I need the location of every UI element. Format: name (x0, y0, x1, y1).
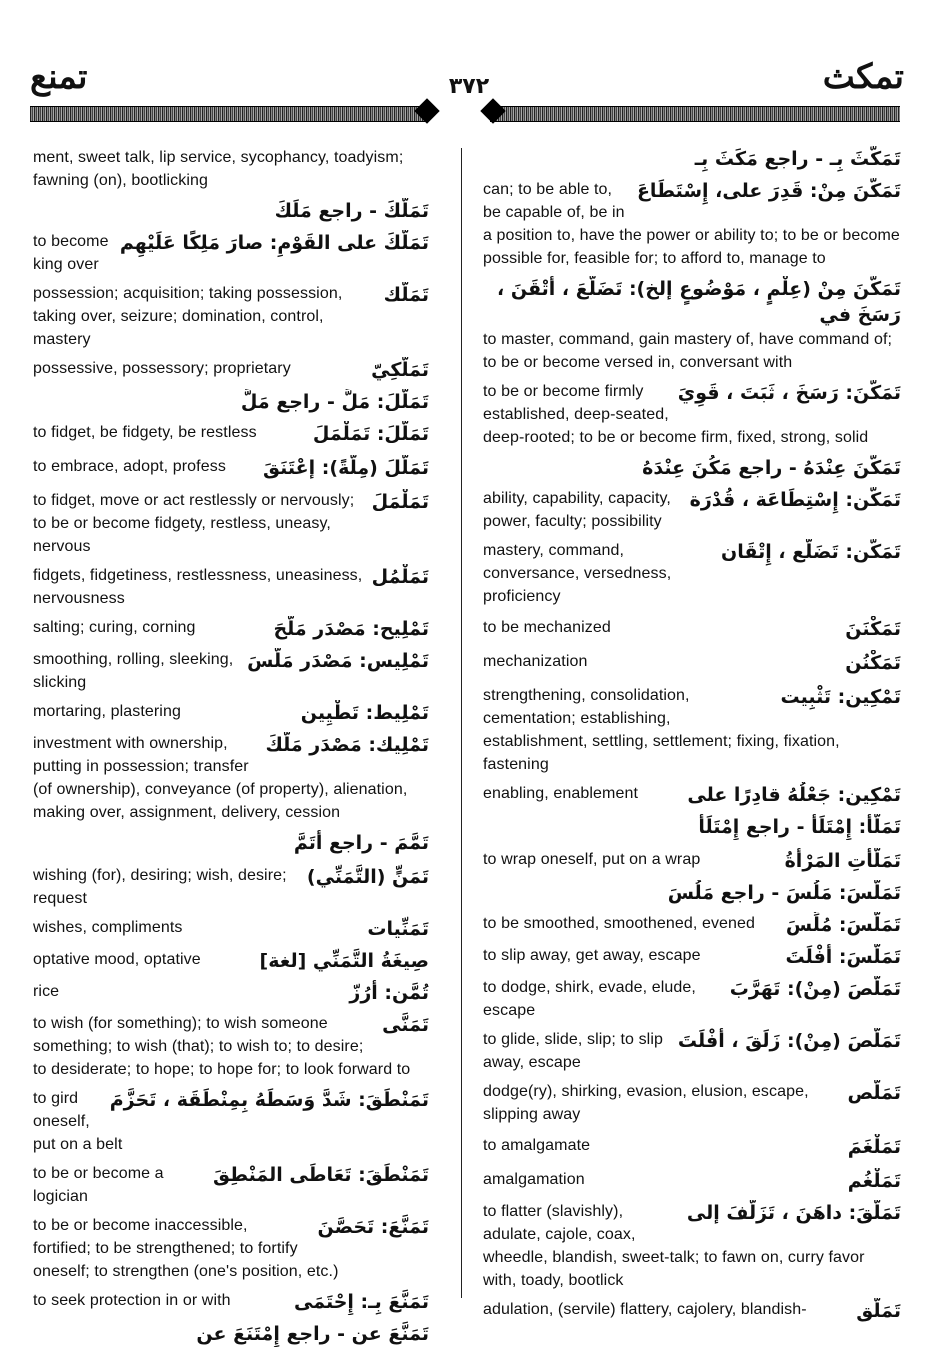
arabic-cross-reference: تَمَلَّأَ: إِمْتَلَأَ - راجع إِمْتَلَأَ (698, 816, 901, 838)
english-definition: enabling, enablement (483, 785, 639, 802)
dictionary-entry (33, 980, 429, 1006)
dictionary-entry (483, 944, 901, 970)
english-definition: to seek protection in or with (33, 1292, 231, 1309)
arabic-headword: تَمَنَّعَ بِـ: إِحْتَمَى (294, 1291, 429, 1313)
arabic-headword: تَمَلَّصَ (مِنْ): زَلَقَ ، أَفْلَتَ (677, 1030, 901, 1052)
english-definition: to wish (for something); to wish someone something; to wish (that); to wish to; to desire; to desiderate; to hope; to hope for; to look forward to (33, 1015, 411, 1078)
english-definition: to gird oneself, put on a belt (33, 1090, 123, 1153)
dictionary-entry (33, 732, 429, 824)
arabic-headword: تَمَلُّق (856, 1300, 901, 1322)
dictionary-entry (483, 380, 901, 449)
right-column (483, 140, 901, 1324)
dictionary-entry (483, 1134, 901, 1160)
dictionary-entry (483, 178, 901, 270)
english-definition: amalgamation (483, 1171, 585, 1188)
english-definition: possessive, possessory; proprietary (33, 360, 291, 377)
dictionary-entry (33, 421, 429, 447)
arabic-headword: صِيغَةُ التَّمَنِّي [لغة] (259, 950, 429, 972)
english-definition: mastery, command, conversance, versedness, proficiency (483, 542, 672, 605)
english-definition: to be or become firmly established, deep-seated, deep-rooted; to be or become firm, fixed, strong, solid (483, 383, 869, 446)
english-definition: to be smoothed, smoothened, evened (483, 915, 756, 932)
dictionary-entry (33, 700, 429, 726)
dictionary-entry (483, 539, 901, 608)
arabic-cross-reference: تَمَلَّسَ: مَلُسَ - راجع مَلُسَ (667, 882, 901, 904)
english-definition: adulation, (servile) flattery, cajolery, blandish- (483, 1301, 807, 1318)
arabic-headword: تَمْلِيح: مَصْدَر مَلَّحَ (273, 618, 429, 640)
english-definition: to master, command, gain mastery of, have command of; to be or become versed in, conversant with (483, 331, 893, 371)
arabic-headword: تَمَلُّص (847, 1082, 901, 1104)
english-definition: to amalgamate (483, 1137, 591, 1154)
header-rule-left (30, 106, 428, 122)
arabic-headword: تَمَكَّنَ مِنْ: قَدِرَ على، إِسْتَطَاعَ (636, 180, 901, 202)
arabic-headword: تَمَلْغُم (847, 1170, 901, 1192)
dictionary-entry (33, 948, 429, 974)
arabic-cross-reference: تَمَنَّعَ عن - راجع إِمْتَنَعَ عن (196, 1323, 429, 1345)
arabic-headword: تَمَلَّقَ: داهَنَ ، تَزَلَّفَ إلى (686, 1202, 901, 1224)
arabic-headword: تَمَلُّك (383, 284, 429, 306)
english-definition: to flatter (slavishly), adulate, cajole, coax, wheedle, blandish, sweet-talk; to fawn on, curry favor with, toady, bootlick (483, 1203, 865, 1289)
english-definition: fidgets, fidgetiness, restlessness, uneasiness, nervousness (33, 567, 363, 607)
english-definition: wishing (for), desiring; wish, desire; request (33, 867, 287, 907)
dictionary-entry (483, 276, 901, 374)
arabic-headword: تَمْكِين: تَثْبِيت (780, 686, 901, 708)
dictionary-entry (483, 1298, 901, 1324)
english-definition: to embrace, adopt, profess (33, 458, 226, 475)
arabic-headword: تَمَلْغَمَ (847, 1136, 901, 1158)
arabic-cross-reference: تَمَلَّكَ - راجع مَلَكَ (274, 200, 429, 222)
dictionary-entry (483, 1168, 901, 1194)
dictionary-entry (483, 814, 901, 840)
dictionary-entry (483, 487, 901, 533)
english-definition: optative mood, optative (33, 951, 201, 968)
english-definition: wishes, compliments (33, 919, 183, 936)
dictionary-entry (33, 282, 429, 351)
dictionary-entry (33, 1321, 429, 1347)
guide-word-last: تمنع (30, 57, 88, 97)
arabic-cross-reference: تَمَّمَ - راجع أَتَمَّ (293, 832, 429, 854)
english-definition: strengthening, consolidation, cementation; establishing, establishment, settling, settlement; fixing, fixation, fastening (483, 687, 840, 773)
english-definition: to be or become a logician (33, 1165, 164, 1205)
dictionary-entry (33, 1012, 429, 1081)
dictionary-entry (33, 830, 429, 856)
arabic-headword: تَمَنْطَقَ: تَعَاطَى المَنْطِقَ (213, 1164, 429, 1186)
dictionary-entry (483, 880, 901, 906)
english-definition: dodge(ry), shirking, evasion, elusion, escape, slipping away (483, 1083, 809, 1123)
english-definition: to glide, slide, slip; to slip away, escape (483, 1031, 663, 1071)
dictionary-entry (33, 648, 429, 694)
english-definition: rice (33, 983, 60, 1000)
dictionary-entry (33, 146, 429, 192)
english-definition: to dodge, shirk, evade, elude, escape (483, 979, 696, 1019)
english-definition: ment, sweet talk, lip service, sycophancy, toadyism; fawning (on), bootlicking (33, 149, 404, 189)
dictionary-entry (33, 230, 429, 276)
arabic-headword: تَمَلْمُل (371, 566, 429, 588)
english-definition: to become king over (33, 233, 109, 273)
arabic-headword: تَمَكْنَنَ (845, 618, 901, 640)
arabic-headword: تُمَّن: أَرُزّ (349, 982, 429, 1004)
dictionary-entry (483, 848, 901, 874)
dictionary-entry (483, 650, 901, 676)
arabic-headword: تَمَلْمَلَ (371, 491, 429, 513)
arabic-cross-reference: تَمَكَّنَ عِنْدَهُ - راجع مَكُنَ عِنْدَهُ (642, 457, 901, 479)
english-definition: ability, capability, capacity, power, faculty; possibility (483, 490, 671, 530)
arabic-headword: تَمَلَّصَ (مِنْ): تَهَرَّبَ (729, 978, 901, 1000)
dictionary-entry (483, 1200, 901, 1292)
dictionary-entry (483, 684, 901, 776)
dictionary-entry (33, 864, 429, 910)
english-definition: to slip away, get away, escape (483, 947, 701, 964)
arabic-headword: تَمْكِين: جَعْلُهُ قادِرًا على (687, 784, 901, 806)
arabic-headword: تَمَنٍّ (التَّمَنِّي) (306, 866, 429, 888)
english-definition: mortaring, plastering (33, 703, 181, 720)
dictionary-entry (33, 1289, 429, 1315)
arabic-headword: تَمَكُّن: تَضَلُّع ، إِتْقَان (721, 541, 901, 563)
dictionary-entry (33, 455, 429, 481)
arabic-headword: تَمَنِّيات (367, 918, 429, 940)
arabic-headword: تَمَلَّأَتِ المَرْأَةُ (784, 850, 901, 872)
header-rule-right (490, 106, 900, 122)
english-definition: to wrap oneself, put on a wrap (483, 851, 701, 868)
dictionary-entry (483, 912, 901, 938)
english-definition: to fidget, be fidgety, be restless (33, 424, 257, 441)
dictionary-entry (483, 1028, 901, 1074)
arabic-headword: تَمَلُّكِيّ (371, 359, 429, 381)
page-number: ٣٧٢ (448, 74, 490, 99)
arabic-cross-reference: تَمَلَّلَ: مَلَّ - راجع مَلَّ (240, 391, 429, 413)
dictionary-entry (483, 976, 901, 1022)
arabic-headword: تَمَكَّنَ: رَسَخَ ، ثَبَتَ ، قَوِيَ (677, 382, 901, 404)
dictionary-entry (483, 146, 901, 172)
arabic-headword: تَمَكْنُن (845, 652, 901, 674)
arabic-headword: تَمَلَّسَ: مُلِّسَ (785, 914, 901, 936)
dictionary-entry (483, 782, 901, 808)
english-definition: to be or become inaccessible, fortified; to be strengthened; to fortify oneself; to strengthen (one's position, etc.) (33, 1217, 339, 1280)
english-definition: salting; curing, corning (33, 619, 196, 636)
english-definition: smoothing, rolling, sleeking, slicking (33, 651, 234, 691)
arabic-headword: تَمَنَّى (382, 1014, 429, 1036)
english-definition: can; to be able to, be capable of, be in a position to, have the power or ability to; to be or become possible for, feasible for; to afford to, manage to (483, 181, 900, 267)
english-definition: to be mechanized (483, 619, 611, 636)
dictionary-entry (483, 1080, 901, 1126)
left-column (33, 140, 429, 1347)
arabic-headword: تَمَنَّعَ: تَحَصَّنَ (317, 1216, 429, 1238)
english-definition: possession; acquisition; taking possession, taking over, seizure; domination, control, mastery (33, 285, 343, 348)
arabic-headword: تَمَلَّسَ: أَفْلَتَ (785, 946, 901, 968)
dictionary-entry (33, 1214, 429, 1283)
arabic-headword: تَمَكُّن: إِسْتِطَاعَة ، قُدْرَة (689, 489, 901, 511)
dictionary-entry (483, 455, 901, 481)
dictionary-entry (33, 616, 429, 642)
dictionary-entry (33, 916, 429, 942)
arabic-headword: تَمَكَّنَ مِنْ (عِلْمٍ ، مَوْضُوعٍ إلخ): تَضَلَّعَ ، أَتْقَنَ ، رَسَخَ في (497, 278, 901, 326)
arabic-headword: تَمْلِيط: تَطْيِين (300, 702, 429, 724)
dictionary-entry (33, 1162, 429, 1208)
arabic-headword: تَمْلِيس: مَصْدَر مَلَّسَ (247, 650, 429, 672)
arabic-headword: تَمَنْطَقَ: شَدَّ وَسَطَهُ بِمِنْطَقَة ، تَحَزَّمَ (109, 1089, 429, 1111)
guide-word-first: تمكث (822, 57, 904, 97)
dictionary-entry (33, 357, 429, 383)
english-definition: investment with ownership, putting in possession; transfer (of ownership), conveyance (of property), alienation, making over, assignment, delivery, cession (33, 735, 408, 821)
arabic-cross-reference: تَمَكَّثَ بِـ - راجع مَكَثَ بِـ (694, 148, 901, 170)
dictionary-entry (33, 564, 429, 610)
arabic-headword: تَمْلِيك: مَصْدَر مَلَّكَ (265, 734, 429, 756)
dictionary-entry (33, 489, 429, 558)
english-definition: mechanization (483, 653, 588, 670)
column-divider (461, 148, 462, 1298)
arabic-headword: تَمَلَّكَ على القَوْمِ: صارَ مَلِكًا عَلَيْهِم (119, 232, 429, 254)
dictionary-entry (33, 1087, 429, 1156)
dictionary-entry (483, 616, 901, 642)
dictionary-entry (33, 198, 429, 224)
arabic-headword: تَمَلَّلَ (مِلَّةً): إعْتَنَقَ (263, 457, 429, 479)
arabic-headword: تَمَلَّلَ: تَمَلْمَلَ (312, 423, 429, 445)
english-definition: to fidget, move or act restlessly or nervously; to be or become fidgety, restless, uneasy, nervous (33, 492, 355, 555)
dictionary-entry (33, 389, 429, 415)
